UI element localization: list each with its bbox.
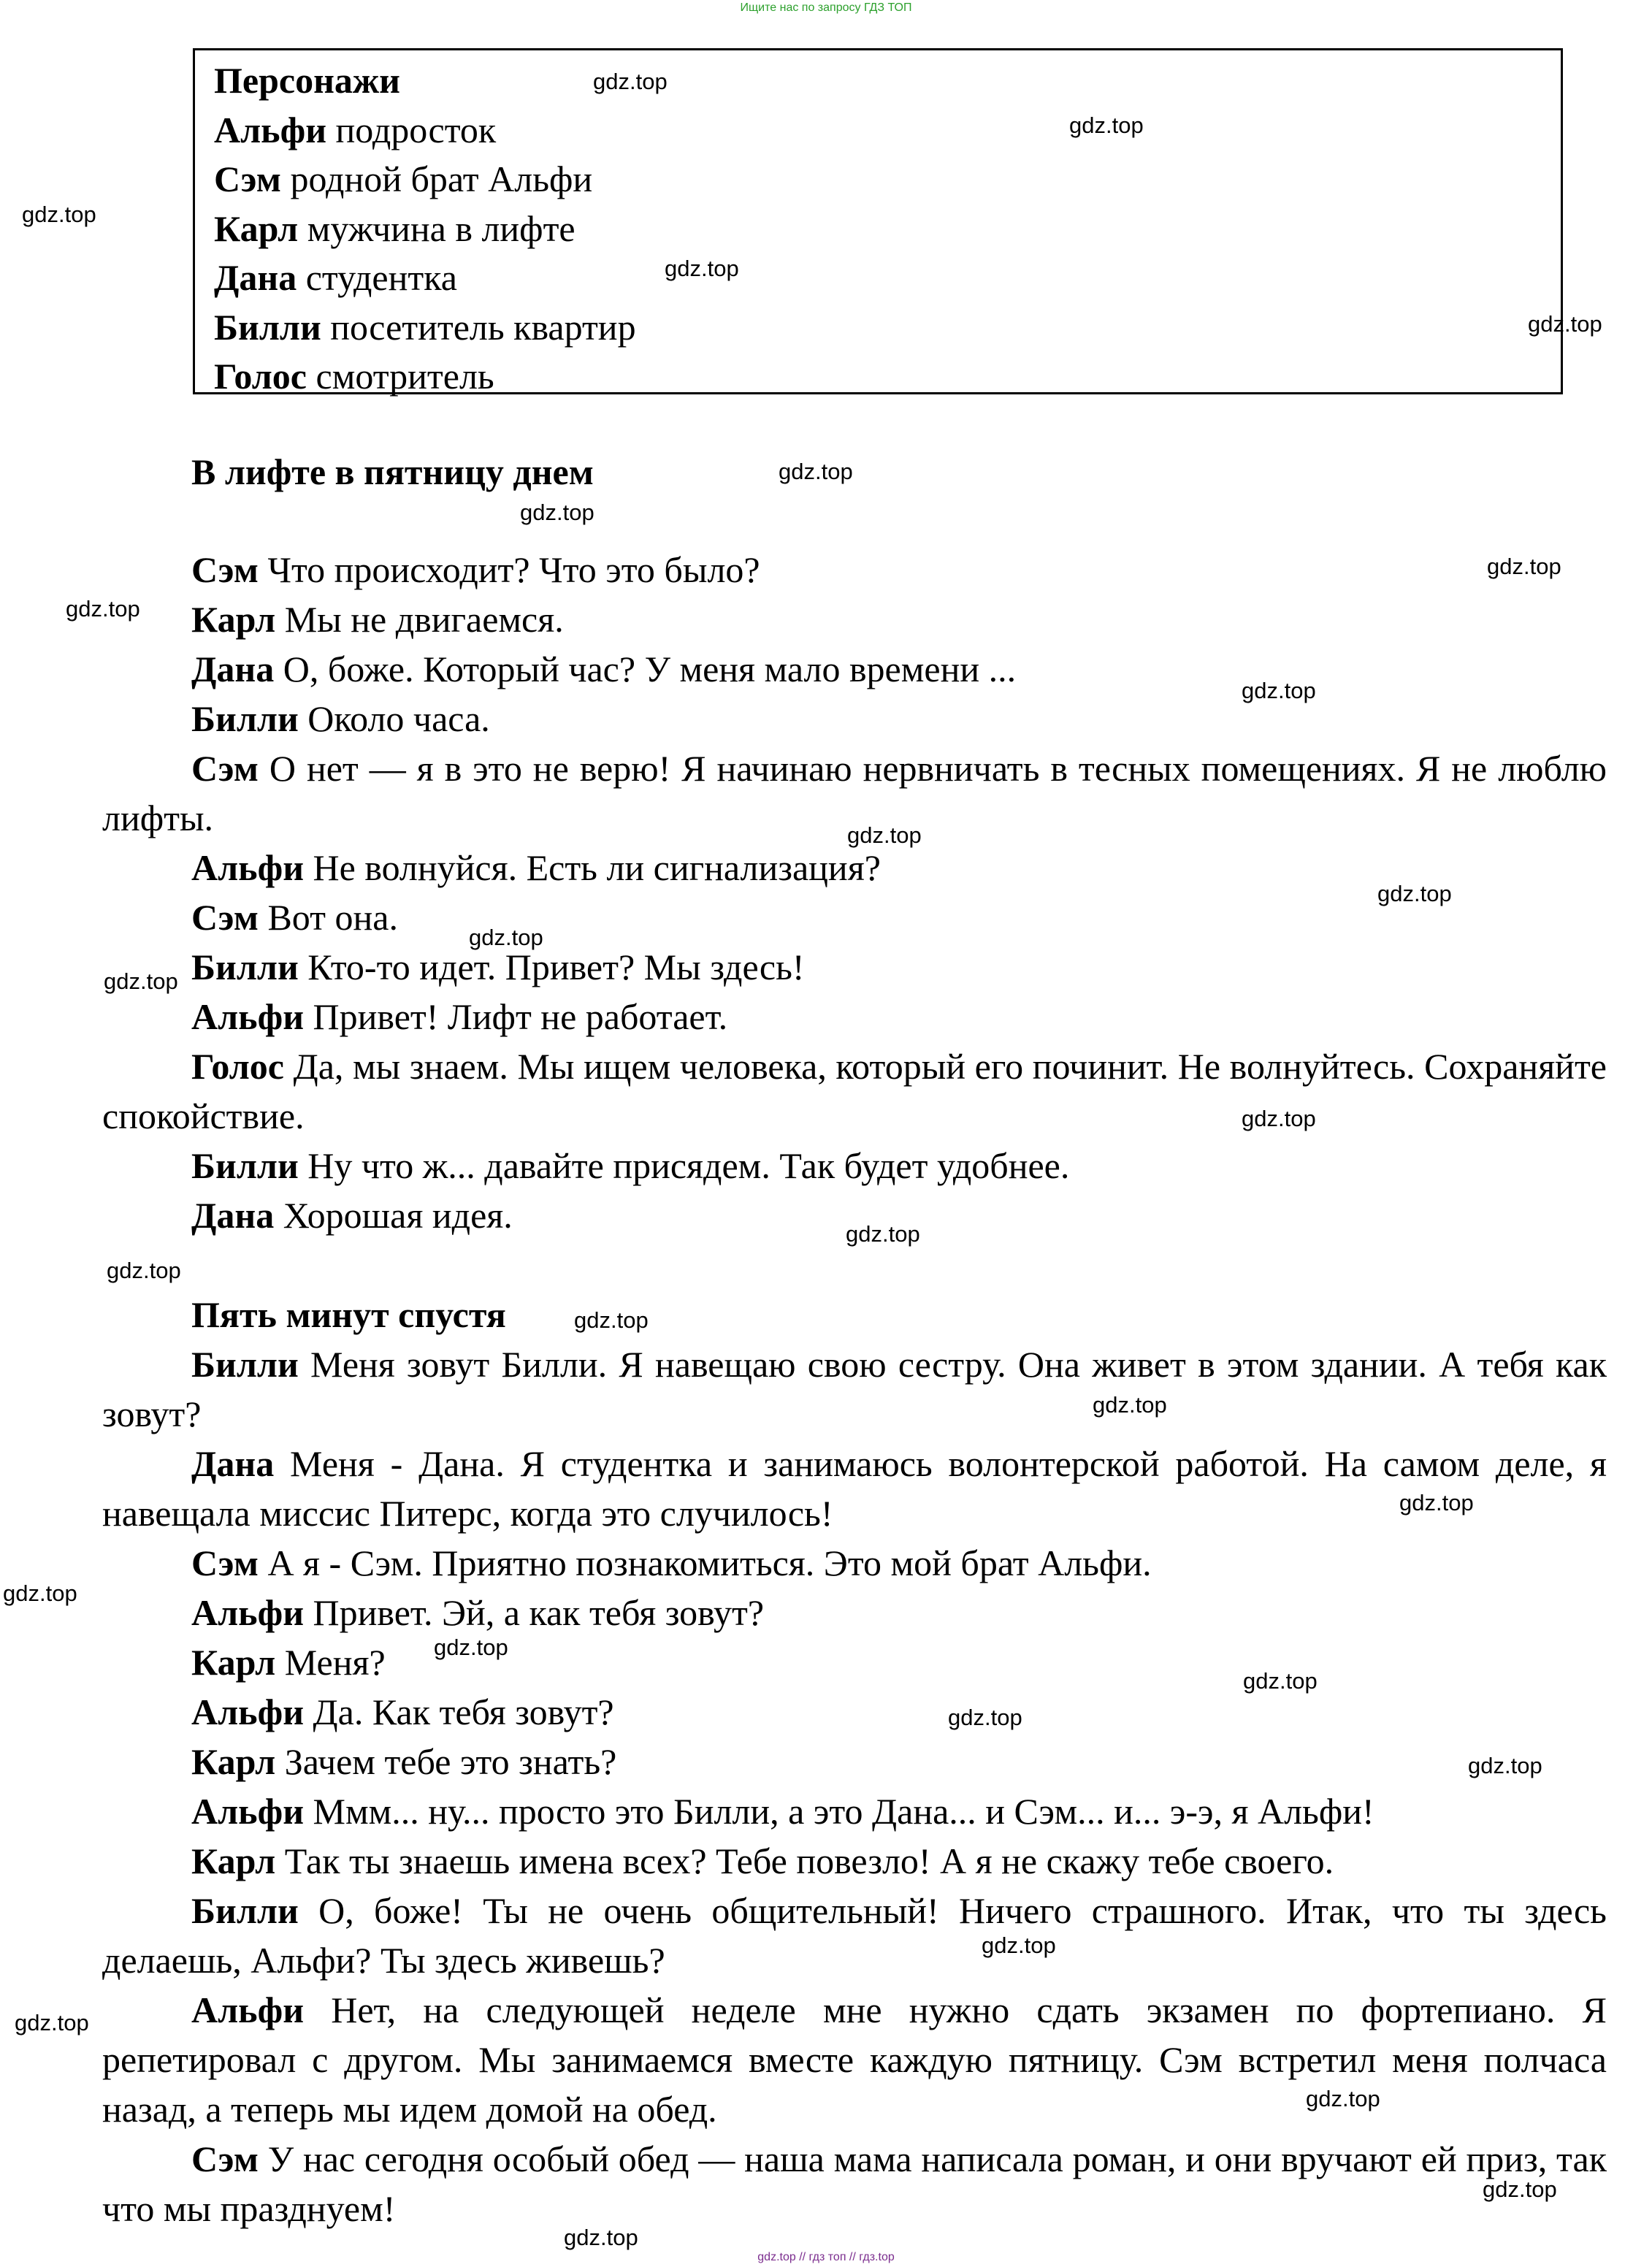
scene2-heading: Пять минут спустя	[191, 1294, 506, 1335]
speaker-name: Билли	[191, 947, 299, 987]
line-text: Привет. Эй, а как тебя зовут?	[304, 1592, 765, 1633]
character-name: Сэм	[214, 158, 281, 199]
speaker-name: Дана	[191, 1195, 275, 1236]
line-text: Ммм... ну... просто это Билли, а это Дана... и Сэм... и... э-э, я Альфи!	[304, 1791, 1374, 1832]
watermark: gdz.top	[1306, 2086, 1380, 2111]
line-text: Ну что ж... давайте присядем. Так будет удобнее.	[298, 1145, 1070, 1186]
character-desc: родной брат Альфи	[280, 158, 593, 199]
dialogue-line	[102, 1588, 1607, 1637]
speaker-name: Сэм	[191, 2138, 259, 2179]
speaker-name: Карл	[191, 1642, 276, 1683]
speaker-name: Билли	[191, 698, 299, 739]
line-text: Нет, на следующей неделе мне нужно сдать экзамен по фортепиано. Я репетировал с другом. Мы занимаемся вместе каждую пятницу. Сэм встретил меня полчаса назад, а теперь мы идем домой на обед.	[102, 1989, 1607, 2130]
watermark: gdz.top	[593, 69, 668, 94]
character-row	[214, 352, 1561, 402]
speaker-name: Билли	[191, 1890, 299, 1931]
line-text: Что происходит? Что это было?	[258, 549, 760, 590]
dialogue-line	[102, 1737, 1607, 1786]
dialogue-line	[102, 1141, 1607, 1190]
top-search-hint: Ищите нас по запросу ГДЗ ТОП	[740, 1, 912, 14]
watermark: gdz.top	[847, 822, 922, 848]
dialogue-line	[102, 545, 1607, 595]
watermark: gdz.top	[564, 2225, 638, 2250]
character-desc: смотритель	[307, 356, 494, 397]
character-desc: подросток	[326, 109, 497, 150]
speaker-name: Альфи	[191, 1592, 305, 1633]
scene1-heading: В лифте в пятницу днем	[191, 451, 594, 492]
line-text: Мы не двигаемся.	[275, 599, 564, 640]
character-row	[214, 204, 1561, 254]
line-text: Так ты знаешь имена всех? Тебе повезло! А я не скажу тебе своего.	[275, 1840, 1334, 1881]
speaker-name: Сэм	[191, 1542, 259, 1583]
dialogue-line	[102, 1538, 1607, 1588]
character-name: Альфи	[214, 109, 327, 150]
watermark: gdz.top	[1468, 1753, 1542, 1778]
character-name: Карл	[214, 207, 299, 249]
watermark: gdz.top	[104, 968, 178, 994]
speaker-name: Карл	[191, 1741, 276, 1782]
watermark: gdz.top	[1242, 1106, 1316, 1131]
character-desc: посетитель квартир	[321, 306, 636, 348]
line-text: Около часа.	[298, 698, 490, 739]
watermark: gdz.top	[1487, 554, 1561, 579]
watermark: gdz.top	[574, 1307, 649, 1333]
line-text: О, боже. Который час? У меня мало времени ...	[274, 649, 1017, 689]
character-name: Билли	[214, 306, 321, 348]
watermark: gdz.top	[948, 1705, 1022, 1730]
speaker-name: Альфи	[191, 1691, 305, 1732]
line-text: А я - Сэм. Приятно познакомиться. Это мой брат Альфи.	[258, 1542, 1152, 1583]
dialogue-line	[102, 1836, 1607, 1886]
watermark: gdz.top	[665, 256, 739, 281]
watermark: gdz.top	[846, 1221, 920, 1247]
line-text: Да, мы знаем. Мы ищем человека, который его починит. Не волнуйтесь. Сохраняйте спокойствие.	[102, 1046, 1607, 1136]
watermark: gdz.top	[520, 500, 594, 525]
character-row	[214, 253, 1561, 303]
character-desc: мужчина в лифте	[298, 207, 575, 249]
line-text: Вот она.	[258, 897, 398, 938]
line-text: Кто-то идет. Привет? Мы здесь!	[298, 947, 805, 987]
character-name: Дана	[214, 257, 297, 298]
line-text: У нас сегодня особый обед — наша мама написала роман, и они вручают ей приз, так что мы празднуем!	[102, 2138, 1607, 2229]
line-text: Меня?	[275, 1642, 386, 1683]
watermark: gdz.top	[22, 202, 96, 227]
characters-box	[193, 48, 1563, 397]
line-text: Да. Как тебя зовут?	[304, 1691, 614, 1732]
dialogue-line	[102, 1786, 1607, 1836]
dialogue-line	[102, 1439, 1607, 1538]
line-text: Привет! Лифт не работает.	[304, 996, 728, 1037]
line-text: О нет — я в это не верю! Я начинаю нервничать в тесных помещениях. Я не люблю лифты.	[102, 748, 1607, 838]
watermark: gdz.top	[66, 596, 140, 622]
character-row	[214, 106, 1561, 156]
line-text: Меня зовут Билли. Я навещаю свою сестру. Она живет в этом здании. А тебя как зовут?	[102, 1344, 1607, 1434]
watermark: gdz.top	[982, 1933, 1056, 1958]
characters-title: Персонажи	[214, 60, 400, 101]
speaker-name: Сэм	[191, 549, 259, 590]
watermark: gdz.top	[1242, 678, 1316, 703]
dialogue-line	[102, 992, 1607, 1041]
watermark: gdz.top	[469, 925, 543, 950]
character-row	[214, 303, 1561, 353]
dialogue-line	[102, 595, 1607, 644]
speaker-name: Дана	[191, 649, 275, 689]
line-text: Зачем тебе это знать?	[275, 1741, 617, 1782]
dialogue-line	[102, 1041, 1607, 1141]
watermark: gdz.top	[1093, 1392, 1167, 1418]
speaker-name: Сэм	[191, 748, 259, 789]
watermark: gdz.top	[15, 2010, 89, 2035]
speaker-name: Голос	[191, 1046, 285, 1087]
speaker-name: Альфи	[191, 996, 305, 1037]
line-text: Хорошая идея.	[274, 1195, 513, 1236]
character-desc: студентка	[297, 257, 457, 298]
watermark: gdz.top	[434, 1635, 508, 1660]
dialogue-line	[102, 694, 1607, 743]
watermark: gdz.top	[1243, 1668, 1318, 1694]
line-text: Не волнуйся. Есть ли сигнализация?	[304, 847, 881, 888]
dialogue-line	[102, 1687, 1607, 1737]
dialogue-line	[102, 1985, 1607, 2134]
speaker-name: Карл	[191, 599, 276, 640]
speaker-name: Карл	[191, 1840, 276, 1881]
watermark: gdz.top	[1483, 2176, 1557, 2202]
speaker-name: Сэм	[191, 897, 259, 938]
speaker-name: Альфи	[191, 847, 305, 888]
speaker-name: Альфи	[191, 1989, 305, 2030]
watermark: gdz.top	[1528, 311, 1602, 337]
dialogue-line	[102, 1637, 1607, 1687]
dialogue-line	[102, 1886, 1607, 1985]
watermark: gdz.top	[1377, 881, 1452, 906]
speaker-name: Альфи	[191, 1791, 305, 1832]
dialogue-line	[102, 2134, 1607, 2233]
watermark: gdz.top	[107, 1258, 181, 1283]
character-row	[214, 155, 1561, 204]
footer-credit: gdz.top // гдз топ // гдз.top	[757, 2251, 895, 2263]
speaker-name: Билли	[191, 1344, 299, 1385]
line-text: О, боже! Ты не очень общительный! Ничего страшного. Итак, что ты здесь делаешь, Альфи? Ты здесь живешь?	[102, 1890, 1607, 1981]
dialogue-line	[102, 1339, 1607, 1439]
watermark: gdz.top	[1399, 1490, 1474, 1515]
dialogue-line	[102, 644, 1607, 694]
watermark: gdz.top	[779, 459, 853, 484]
character-name: Голос	[214, 356, 307, 397]
watermark: gdz.top	[1069, 112, 1144, 138]
watermark: gdz.top	[3, 1580, 77, 1606]
line-text: Меня - Дана. Я студентка и занимаюсь волонтерской работой. На самом деле, я навещала миссис Питерс, когда это случилось!	[102, 1443, 1607, 1534]
speaker-name: Билли	[191, 1145, 299, 1186]
speaker-name: Дана	[191, 1443, 275, 1484]
dialogue-line	[102, 942, 1607, 992]
